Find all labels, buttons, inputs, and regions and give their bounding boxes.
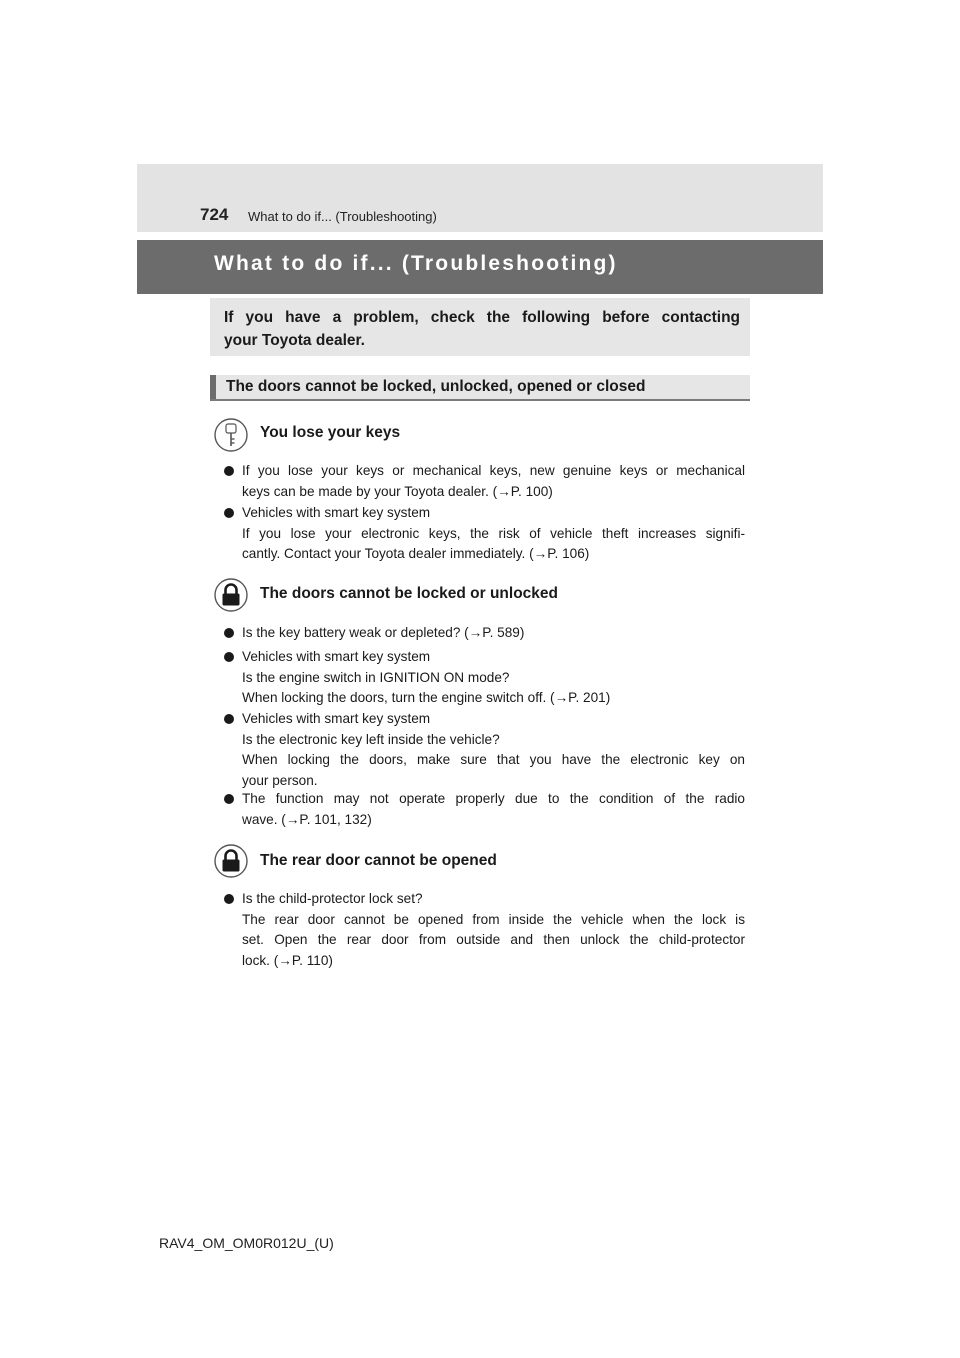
text-line: Is the key battery weak or depleted? (→P. 589) bbox=[242, 625, 525, 640]
bullet bbox=[224, 894, 234, 904]
list-item bbox=[242, 789, 745, 830]
list-item bbox=[242, 889, 745, 971]
bullet bbox=[224, 466, 234, 476]
text-line: Vehicles with smart key system bbox=[242, 649, 431, 664]
bullet bbox=[224, 652, 234, 662]
key-icon bbox=[214, 418, 248, 452]
page-number: 724 bbox=[200, 205, 229, 224]
chapter-title: What to do if... (Troubleshooting) bbox=[214, 252, 618, 275]
running-title: What to do if... (Troubleshooting) bbox=[248, 209, 437, 224]
bullet bbox=[224, 628, 234, 638]
text-line: Vehicles with smart key system bbox=[242, 711, 431, 726]
text-line: When locking the doors, make sure that you have the electronic key on bbox=[242, 752, 745, 767]
text-line: Vehicles with smart key system bbox=[242, 505, 431, 520]
section-heading bbox=[210, 375, 750, 401]
list-item bbox=[242, 647, 745, 709]
list-item bbox=[242, 709, 745, 791]
section-heading-accent bbox=[210, 375, 216, 399]
bullet bbox=[224, 714, 234, 724]
padlock-icon bbox=[214, 844, 248, 878]
text-line: Is the engine switch in IGNITION ON mode? bbox=[242, 669, 510, 685]
subsection-title-lost-keys: You lose your keys bbox=[260, 424, 401, 441]
text-line: If you lose your keys or mechanical keys, new genuine keys or mechanical bbox=[242, 463, 745, 478]
text-line: Is the child-protector lock set? bbox=[242, 891, 423, 906]
text-line: The rear door cannot be opened from inside the vehicle when the lock is bbox=[242, 911, 745, 927]
section-heading-text: The doors cannot be locked, unlocked, opened or closed bbox=[226, 378, 646, 395]
bullet bbox=[224, 794, 234, 804]
list-item bbox=[242, 461, 745, 502]
intro-text bbox=[224, 306, 740, 352]
text-line: lock. (→P. 110) bbox=[242, 952, 333, 968]
text-line: When locking the doors, turn the engine switch off. (→P. 201) bbox=[242, 690, 611, 705]
intro-line-2: your Toyota dealer. bbox=[224, 332, 365, 349]
text-line: keys can be made by your Toyota dealer. (→P. 100) bbox=[242, 483, 553, 499]
text-line: your person. bbox=[242, 772, 318, 788]
list-item bbox=[242, 623, 745, 644]
intro-line-1: If you have a problem, check the following before contacting bbox=[224, 309, 740, 326]
subsection-title-lock-unlock: The doors cannot be locked or unlocked bbox=[260, 585, 558, 602]
footer-document-code: RAV4_OM_OM0R012U_(U) bbox=[159, 1235, 334, 1251]
padlock-icon bbox=[214, 578, 248, 612]
text-line: If you lose your electronic keys, the risk of vehicle theft increases signifi- bbox=[242, 525, 745, 541]
bullet bbox=[224, 508, 234, 518]
list-item bbox=[242, 503, 745, 565]
text-line: cantly. Contact your Toyota dealer immediately. (→P. 106) bbox=[242, 546, 590, 561]
text-line: Is the electronic key left inside the vehicle? bbox=[242, 731, 500, 747]
text-line: wave. (→P. 101, 132) bbox=[242, 811, 372, 827]
text-line: The function may not operate properly due to the condition of the radio bbox=[242, 791, 745, 806]
page-header bbox=[137, 164, 823, 232]
text-line: set. Open the rear door from outside and then unlock the child-protector bbox=[242, 932, 745, 947]
subsection-title-rear-door: The rear door cannot be opened bbox=[260, 852, 497, 869]
